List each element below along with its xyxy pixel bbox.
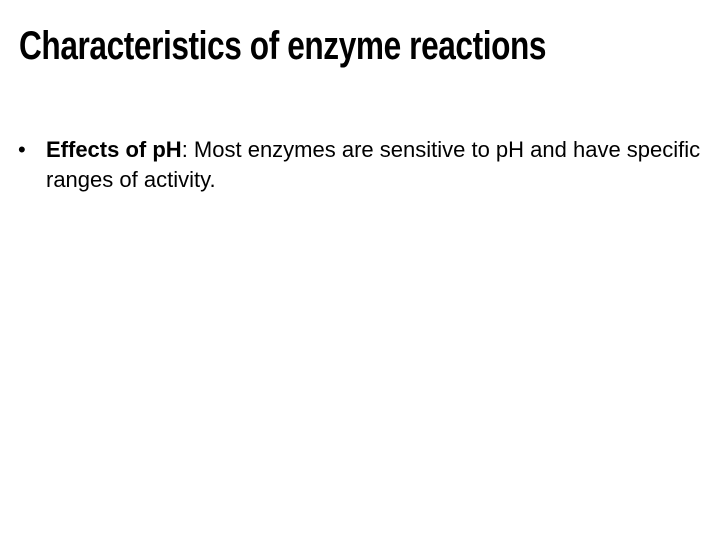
bullet-point-icon: • [18,137,26,162]
bullet-separator: : [181,137,194,162]
bullet-text: Most enzymes are sensitive to pH and have specific ranges of activity. [46,137,701,192]
bullet-term: Effects of pH [46,137,182,162]
slide-title: Characteristics of enzyme reactions [19,24,547,68]
bullet-list [18,135,718,195]
bullet-item [18,135,718,195]
